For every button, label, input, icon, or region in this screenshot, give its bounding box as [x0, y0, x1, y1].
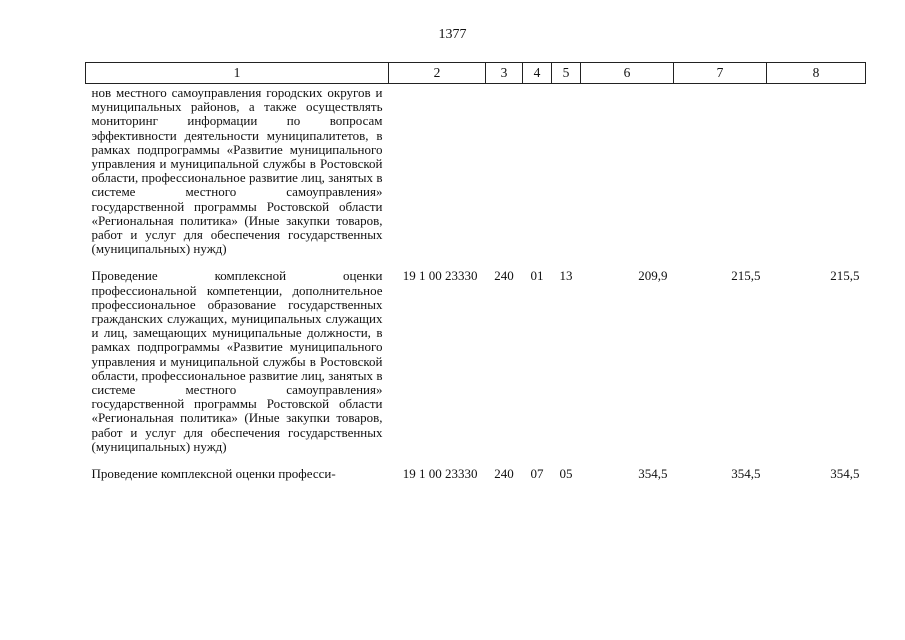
- column-header: 6: [581, 63, 674, 84]
- row-target-code: 19 1 00 23330: [402, 268, 478, 284]
- row-amount-3: 215,5: [830, 268, 860, 284]
- table-header-row: [86, 63, 866, 84]
- column-header: 4: [523, 63, 552, 84]
- page-number: 1377: [438, 27, 467, 42]
- row-description: Проведение комплексной оценки професси-: [91, 466, 336, 482]
- row-section: 01: [530, 268, 544, 284]
- row-expense-type: [486, 84, 523, 257]
- row-amount-3: [767, 84, 866, 257]
- column-header: 8: [767, 63, 866, 84]
- table-row: [86, 256, 866, 454]
- column-header: 7: [674, 63, 767, 84]
- table-row: [86, 454, 866, 481]
- row-subsection: 05: [559, 466, 573, 482]
- row-section: 07: [530, 466, 544, 482]
- row-target-code: [389, 84, 486, 257]
- row-amount-2: 215,5: [731, 268, 761, 284]
- column-header: 1: [86, 63, 389, 84]
- column-header: 2: [389, 63, 486, 84]
- row-amount-3: 354,5: [830, 466, 860, 482]
- row-amount-2: 354,5: [731, 466, 761, 482]
- row-description: Проведение комплексной оценки профессиональной компетенции, дополнительное профессиональное образование государственных гражданских служащих, муниципальных служащих и лиц, замещающих муниципальные должности, в рамках подпрограммы «Развитие муниципального управления и муниципальной службы в Ростовской области, профессиональное развитие лиц, занятых в системе местного самоуправления» государственной программы Ростовской области «Региональная политика» (Иные закупки товаров, работ и услуг для обеспечения государственных (муниципальных) нужд): [91, 268, 383, 454]
- row-subsection: 13: [559, 268, 573, 284]
- row-target-code: 19 1 00 23330: [402, 466, 478, 482]
- row-amount-2: [674, 84, 767, 257]
- row-section: [523, 84, 552, 257]
- row-amount-1: 209,9: [638, 268, 668, 284]
- column-header: 5: [552, 63, 581, 84]
- column-header: 3: [486, 63, 523, 84]
- budget-table: [85, 62, 866, 481]
- row-amount-1: 354,5: [638, 466, 668, 482]
- row-expense-type: 240: [494, 466, 514, 482]
- row-amount-1: [581, 84, 674, 257]
- row-expense-type: 240: [494, 268, 514, 284]
- row-description: нов местного самоуправления городских округов и муниципальных районов, а также осуществлять мониторинг информации по вопросам эффективности деятельности муниципалитетов, в рамках подпрограммы «Развитие муниципального управления и муниципальной службы в Ростовской области, профессиональное развитие лиц, занятых в системе местного самоуправления» государственной программы Ростовской области «Региональная политика» (Иные закупки товаров, работ и услуг для обеспечения государственных (муниципальных) нужд): [91, 85, 383, 257]
- table-row: [86, 84, 866, 257]
- row-subsection: [552, 84, 581, 257]
